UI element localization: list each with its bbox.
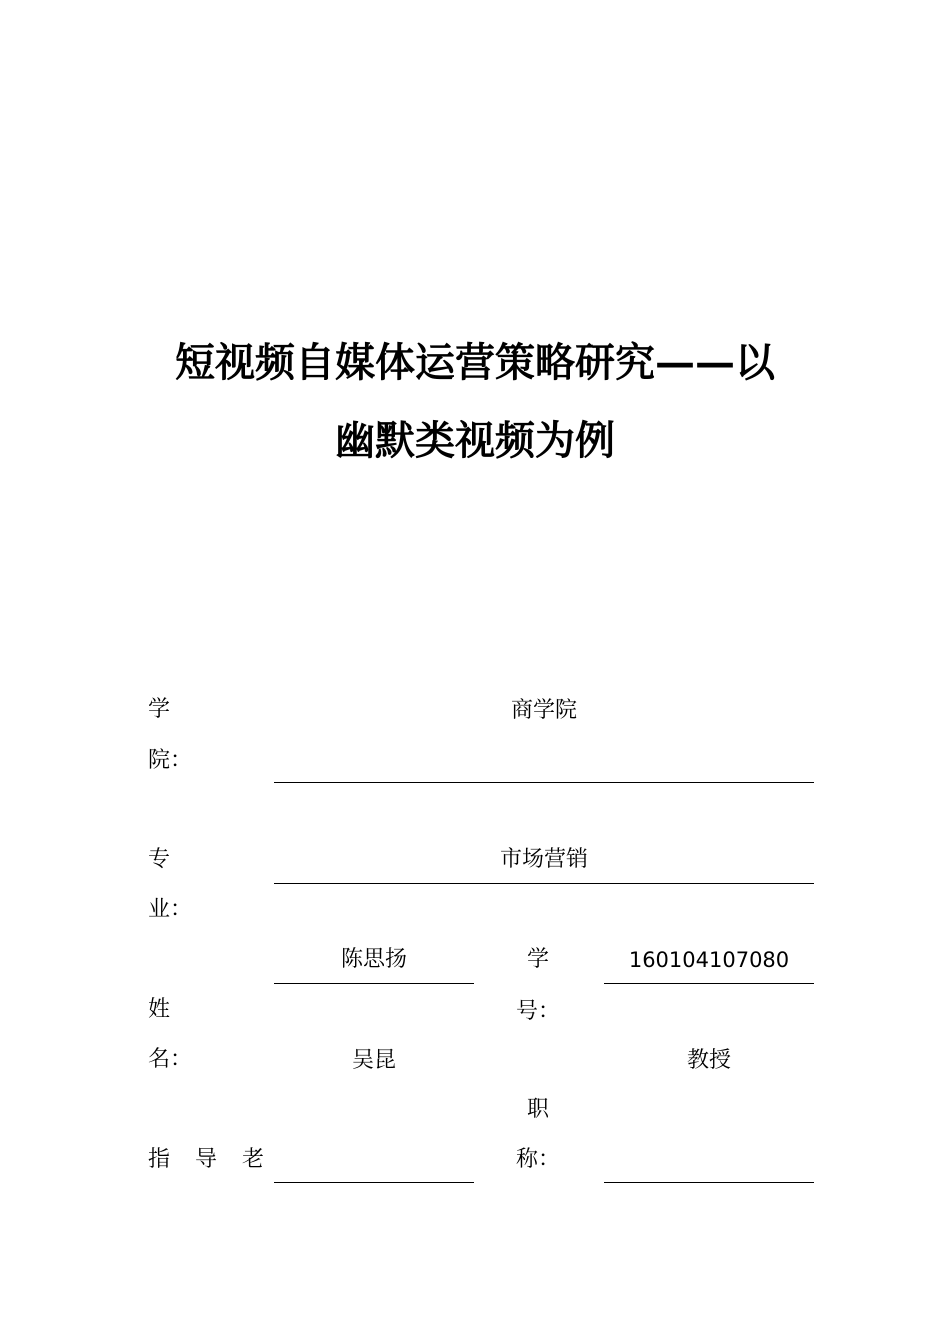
student-id-underline [604, 983, 814, 984]
major-label-part2: 业： [148, 897, 193, 922]
job-title-value: 教授 [686, 1048, 731, 1073]
college-underline [274, 782, 814, 783]
student-id-label-part1: 学 [527, 947, 550, 972]
major-underline [274, 883, 814, 884]
major-label-part1: 专 [148, 847, 171, 872]
thesis-title-line-2: 幽默类视频为例 [335, 417, 615, 464]
name-underline [274, 983, 474, 984]
job-title-label-part2: 称： [516, 1147, 561, 1172]
advisor-label-char1: 指 [148, 1147, 171, 1172]
thesis-title-line-1: 短视频自媒体运营策略研究——以 [175, 339, 775, 386]
job-title-underline [604, 1182, 814, 1183]
advisor-underline [274, 1182, 474, 1183]
advisor-label-char2: 导 [195, 1147, 218, 1172]
advisor-label-char3: 老 [242, 1147, 265, 1172]
college-label-part1: 学 [148, 697, 171, 722]
student-id-value: 160104107080 [628, 948, 790, 972]
job-title-label-part1: 职 [527, 1097, 550, 1122]
college-value: 商学院 [510, 698, 577, 723]
student-id-label-part2: 号： [516, 999, 561, 1024]
college-label-part2: 院： [148, 748, 193, 773]
name-label-part2: 名： [148, 1047, 193, 1072]
major-value: 市场营销 [499, 847, 588, 872]
advisor-value: 吴昆 [351, 1048, 396, 1073]
name-value: 陈思扬 [340, 947, 407, 972]
name-label-part1: 姓 [148, 997, 171, 1022]
